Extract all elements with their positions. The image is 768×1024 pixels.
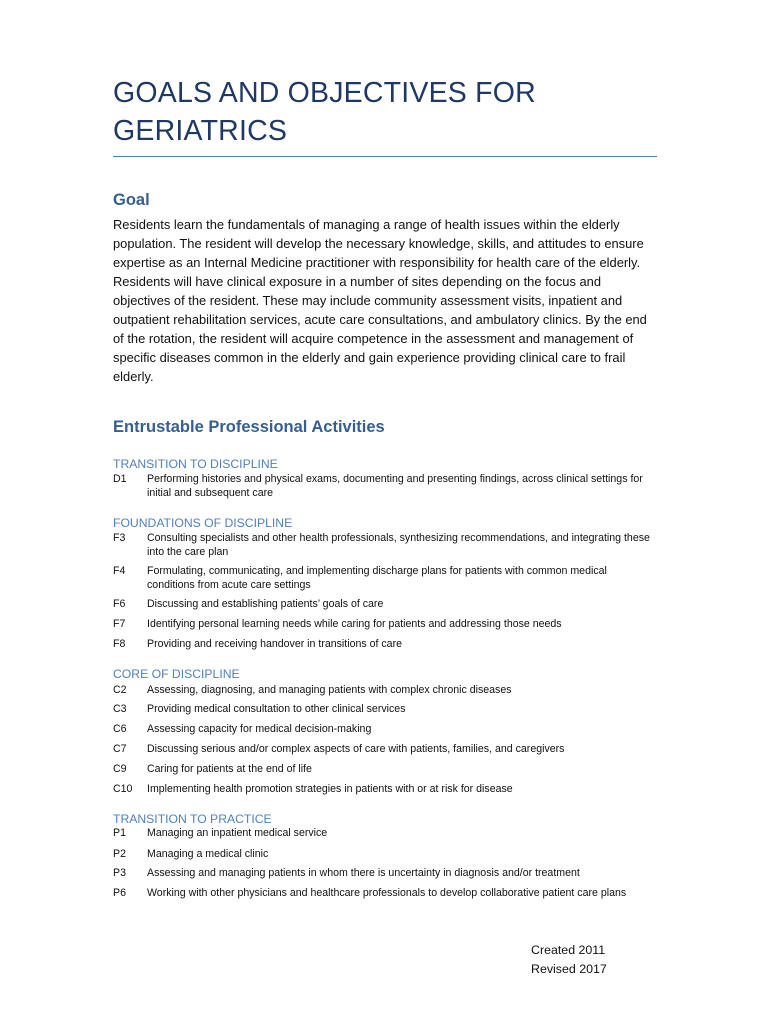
epa-text: Managing an inpatient medical service — [147, 827, 328, 839]
epa-text: Providing medical consultation to other clinical services — [147, 703, 406, 715]
epa-text: Providing and receiving handover in transitions of care — [147, 638, 402, 650]
section-heading-transition-to-practice: TRANSITION TO PRACTICE — [113, 812, 272, 826]
epa-code: P6 — [113, 887, 126, 899]
created-date: Created 2011 — [531, 943, 606, 957]
section-heading-foundations-of-discipline: FOUNDATIONS OF DISCIPLINE — [113, 516, 293, 530]
epa-code: P1 — [113, 827, 126, 839]
epa-text: Working with other physicians and healthcare professionals to develop collaborative patient care plans — [147, 887, 627, 899]
epa-code: D1 — [113, 473, 127, 485]
epa-code: P3 — [113, 867, 126, 879]
epa-code: C7 — [113, 743, 127, 755]
epa-text: Formulating, communicating, and implementing discharge plans for patients with common medical conditions from acute care settings — [147, 565, 607, 591]
epa-code: C6 — [113, 723, 127, 735]
epa-text: Assessing, diagnosing, and managing patients with complex chronic diseases — [147, 684, 512, 696]
epa-text: Performing histories and physical exams, documenting and presenting findings, across clinical settings for initial and subsequent care — [147, 473, 643, 499]
epa-code: F3 — [113, 532, 126, 544]
goal-paragraph: Residents learn the fundamentals of managing a range of health issues within the elderly population. The resident will develop the necessary knowledge, skills, and attitudes to ensure expertise as an Internal Medicine practitioner with responsibility for health care of the elderly. Residents will have clinical exposure in a number of sites depending on the focus and objectives of the resident. These may include community assessment visits, inpatient and outpatient rehabilitation services, acute care consultations, and ambulatory clinics. By the end of the rotation, the resident will acquire competence in the assessment and management of specific diseases common in the elderly and gain experience providing clinical care to frail elderly. — [113, 217, 647, 384]
page-title: GOALS AND OBJECTIVES FOR GERIATRICS — [113, 77, 536, 147]
epa-text: Discussing serious and/or complex aspects of care with patients, families, and caregivers — [147, 743, 565, 755]
epa-code: F8 — [113, 638, 126, 650]
epa-code: P2 — [113, 848, 126, 860]
epa-code: C2 — [113, 684, 127, 696]
title-divider — [113, 156, 657, 157]
epa-text: Assessing capacity for medical decision-making — [147, 723, 372, 735]
epa-code: C9 — [113, 763, 127, 775]
epa-text: Managing a medical clinic — [147, 848, 269, 860]
revised-date: Revised 2017 — [531, 961, 607, 976]
epa-code: C3 — [113, 703, 127, 715]
section-heading-transition-to-discipline: TRANSITION TO DISCIPLINE — [113, 457, 278, 471]
epa-text: Identifying personal learning needs while caring for patients and addressing those needs — [147, 618, 562, 630]
epa-text: Discussing and establishing patients’ goals of care — [147, 598, 384, 610]
epa-code: F6 — [113, 598, 126, 610]
goal-heading: Goal — [113, 191, 150, 209]
epa-code: F4 — [113, 565, 126, 577]
epa-text: Assessing and managing patients in whom there is uncertainty in diagnosis and/or treatment — [147, 867, 580, 879]
epa-text: Implementing health promotion strategies in patients with or at risk for disease — [147, 783, 513, 795]
section-heading-core-of-discipline: CORE OF DISCIPLINE — [113, 667, 240, 681]
epa-text: Consulting specialists and other health professionals, synthesizing recommendations, and integrating these into the care plan — [147, 532, 650, 558]
epa-heading: Entrustable Professional Activities — [113, 418, 385, 436]
revision-footer — [531, 941, 607, 978]
epa-code: C10 — [113, 783, 133, 795]
epa-code: F7 — [113, 618, 126, 630]
epa-text: Caring for patients at the end of life — [147, 763, 312, 775]
